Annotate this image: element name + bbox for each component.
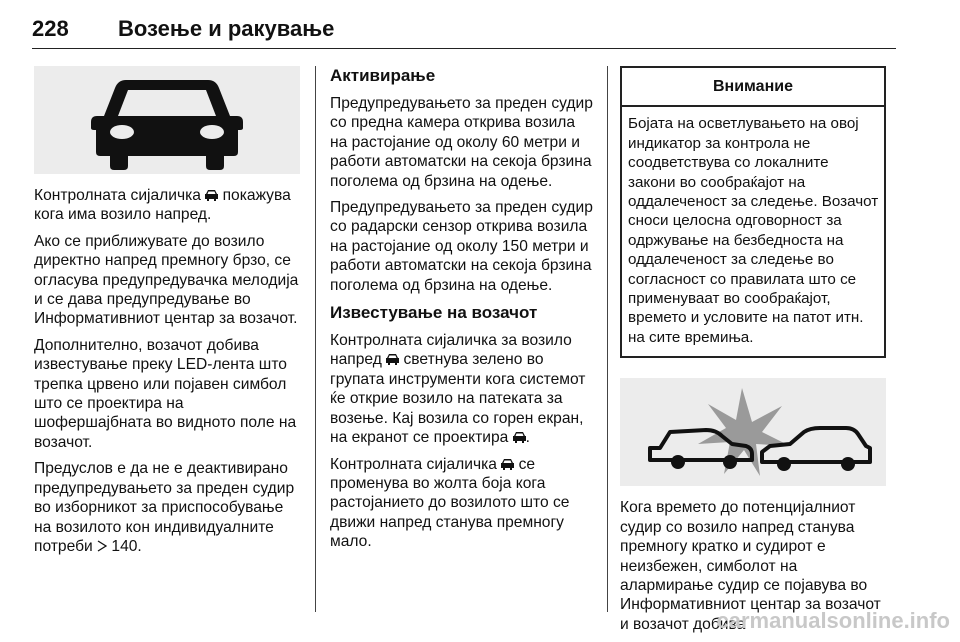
page-reference-arrow-icon bbox=[97, 540, 107, 552]
header-rule bbox=[32, 48, 896, 49]
car-indicator-icon bbox=[501, 459, 514, 470]
paragraph: Предупредувањето за преден судир со предна камера открива возила на растојание од околу 60 метри и работи автоматски на секоја брзина поголема од брзина на одење. bbox=[330, 95, 593, 190]
column-divider bbox=[607, 66, 608, 612]
column-left bbox=[34, 66, 300, 563]
page-number: 228 bbox=[32, 16, 69, 41]
paragraph: Кога времето до потенцијалниот судир со возило напред станува премногу кратко и судирот е неизбежен, симболот на алармирање судир се појавува во Информативниот центар за возачот и возачот добива bbox=[620, 499, 881, 633]
column-middle bbox=[330, 66, 594, 559]
warning-text: Бојата на осветлувањето на овој индикатор за контрола не соодветствува со локалните закони во сообраќајот на оддалеченост за следење. Возачот сноси целосна одговорност за одржување на безбедноста на оддалеченост за следење во согласност со правилата што се применуваат во сообраќајот, времето и условите на патот итн. на сите времиња. bbox=[628, 115, 879, 346]
car-indicator-icon bbox=[513, 432, 526, 443]
paragraph: Контролната сијаличка покажува кога има возило напред. bbox=[34, 187, 291, 224]
collision-alert-figure bbox=[620, 378, 886, 486]
vehicle-ahead-figure bbox=[34, 66, 300, 174]
car-indicator-icon bbox=[205, 190, 218, 201]
column-divider bbox=[315, 66, 316, 612]
paragraph: Дополнително, возачот добива известување преку LED-лента што трепка црвено или појавен симбол што се проектира на шофершајбната во видното поле на возачот. bbox=[34, 336, 297, 451]
warning-title: Внимание bbox=[622, 68, 884, 107]
vehicle-ahead-icon bbox=[34, 66, 300, 174]
subsection-heading: Известување на возачот bbox=[330, 303, 538, 323]
car-indicator-icon bbox=[386, 354, 399, 365]
paragraph: Контролната сијаличка се променува во жолта боја кога растојанието до возилото што се движи напред станува премногу мало. bbox=[330, 455, 570, 551]
paragraph: Ако се приближувате до возило директно напред премногу брзо, се огласува предупредувачка мелодија и се дава предупредување во Информативниот центар за возачот. bbox=[34, 232, 299, 328]
paragraph: Предупредувањето за преден судир со радарски сензор открива возила на растојание од околу 150 метри и работи автоматски на секоја брзина поголема од брзина на одење. bbox=[330, 199, 593, 294]
collision-alert-icon bbox=[620, 378, 886, 486]
page-header bbox=[32, 14, 896, 50]
paragraph: Предуслов е да не е деактивирано предупредувањето за преден судир во изборникот за приспособување на возилото кон индивидуалните потреби 140. bbox=[34, 460, 295, 555]
column-right bbox=[620, 66, 886, 641]
page-title: Возење и ракување bbox=[118, 16, 335, 41]
watermark: carmanualsonline.info bbox=[716, 608, 950, 633]
section-heading: Активирање bbox=[330, 66, 436, 85]
paragraph: Контролната сијаличка за возило напред светнува зелено во групата инструменти кога системот ќе открие возило на патеката за возење. Кај возила со горен екран, на екранот се проектира . bbox=[330, 332, 586, 447]
warning-box bbox=[620, 66, 886, 358]
